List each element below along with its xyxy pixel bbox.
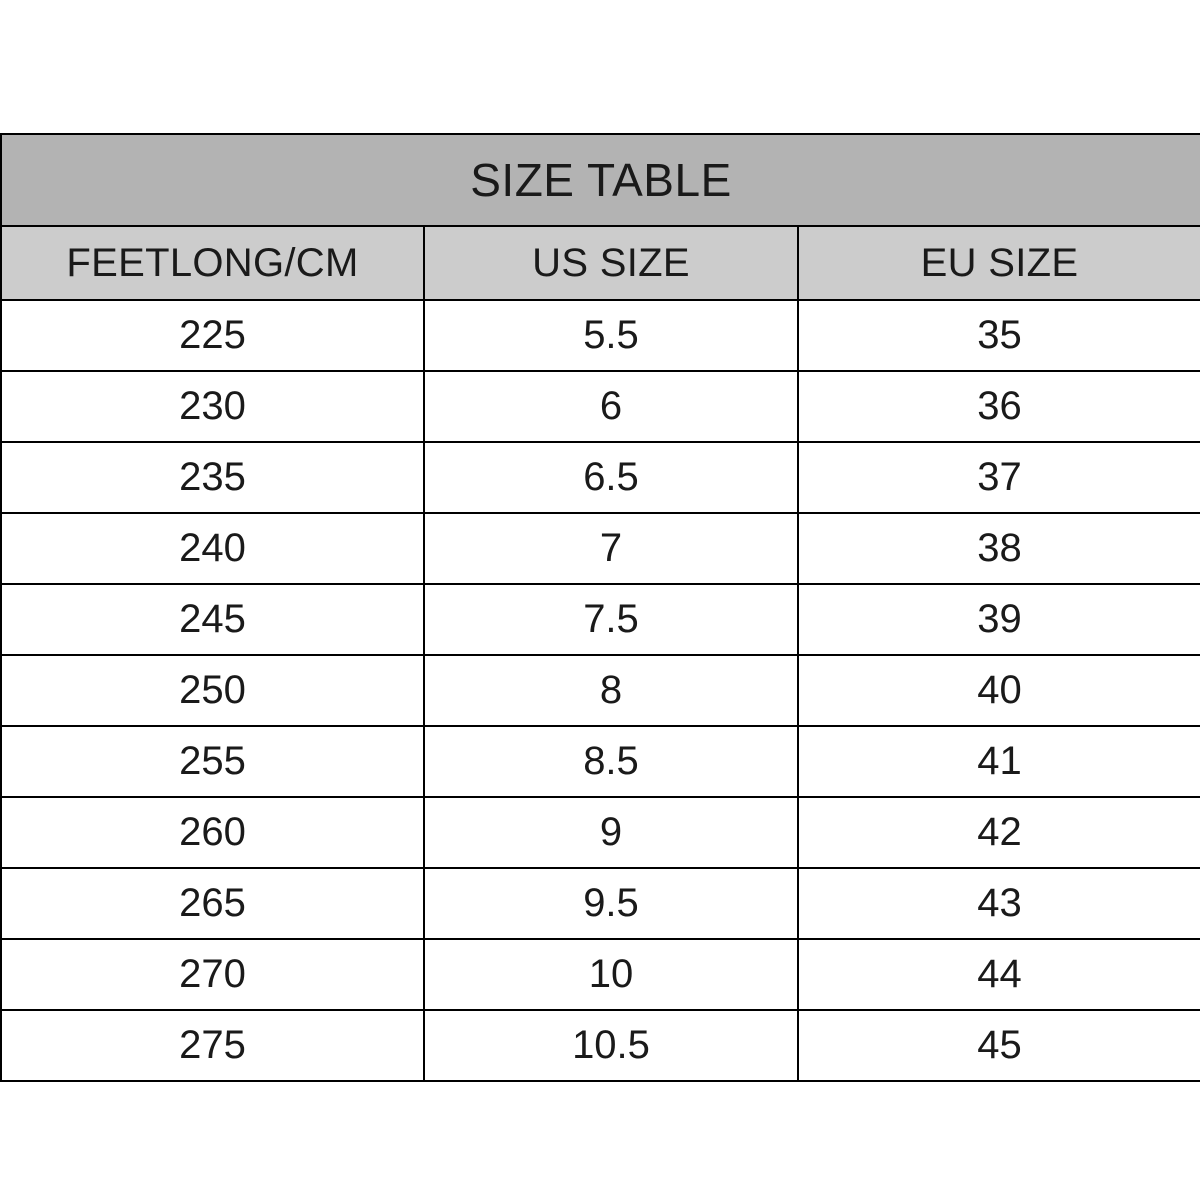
table-row xyxy=(1,442,1200,513)
cell-us-size: 8 xyxy=(424,655,798,726)
cell-us-size: 6 xyxy=(424,371,798,442)
cell-feetlong: 240 xyxy=(1,513,424,584)
column-header-eu-size: EU SIZE xyxy=(798,226,1200,300)
cell-feetlong: 230 xyxy=(1,371,424,442)
cell-feetlong: 265 xyxy=(1,868,424,939)
cell-us-size: 8.5 xyxy=(424,726,798,797)
table-row xyxy=(1,868,1200,939)
cell-feetlong: 275 xyxy=(1,1010,424,1081)
cell-eu-size: 41 xyxy=(798,726,1200,797)
table-row xyxy=(1,300,1200,371)
size-table-body xyxy=(1,134,1200,1081)
cell-feetlong: 270 xyxy=(1,939,424,1010)
cell-feetlong: 250 xyxy=(1,655,424,726)
cell-eu-size: 44 xyxy=(798,939,1200,1010)
cell-eu-size: 39 xyxy=(798,584,1200,655)
cell-eu-size: 40 xyxy=(798,655,1200,726)
table-row xyxy=(1,584,1200,655)
cell-feetlong: 225 xyxy=(1,300,424,371)
cell-eu-size: 45 xyxy=(798,1010,1200,1081)
cell-us-size: 9.5 xyxy=(424,868,798,939)
table-row xyxy=(1,939,1200,1010)
cell-us-size: 7.5 xyxy=(424,584,798,655)
table-header-row xyxy=(1,226,1200,300)
size-table xyxy=(0,133,1200,1082)
cell-eu-size: 43 xyxy=(798,868,1200,939)
cell-feetlong: 260 xyxy=(1,797,424,868)
table-row xyxy=(1,797,1200,868)
cell-eu-size: 38 xyxy=(798,513,1200,584)
cell-us-size: 7 xyxy=(424,513,798,584)
table-title: SIZE TABLE xyxy=(1,134,1200,226)
cell-us-size: 10.5 xyxy=(424,1010,798,1081)
cell-us-size: 6.5 xyxy=(424,442,798,513)
cell-feetlong: 235 xyxy=(1,442,424,513)
size-table-container xyxy=(0,133,1200,1082)
cell-us-size: 9 xyxy=(424,797,798,868)
table-row xyxy=(1,371,1200,442)
cell-us-size: 10 xyxy=(424,939,798,1010)
table-row xyxy=(1,513,1200,584)
table-row xyxy=(1,726,1200,797)
column-header-us-size: US SIZE xyxy=(424,226,798,300)
cell-eu-size: 35 xyxy=(798,300,1200,371)
cell-feetlong: 245 xyxy=(1,584,424,655)
table-row xyxy=(1,1010,1200,1081)
cell-us-size: 5.5 xyxy=(424,300,798,371)
table-title-row xyxy=(1,134,1200,226)
cell-feetlong: 255 xyxy=(1,726,424,797)
cell-eu-size: 37 xyxy=(798,442,1200,513)
column-header-feetlong: FEETLONG/CM xyxy=(1,226,424,300)
table-row xyxy=(1,655,1200,726)
cell-eu-size: 42 xyxy=(798,797,1200,868)
cell-eu-size: 36 xyxy=(798,371,1200,442)
